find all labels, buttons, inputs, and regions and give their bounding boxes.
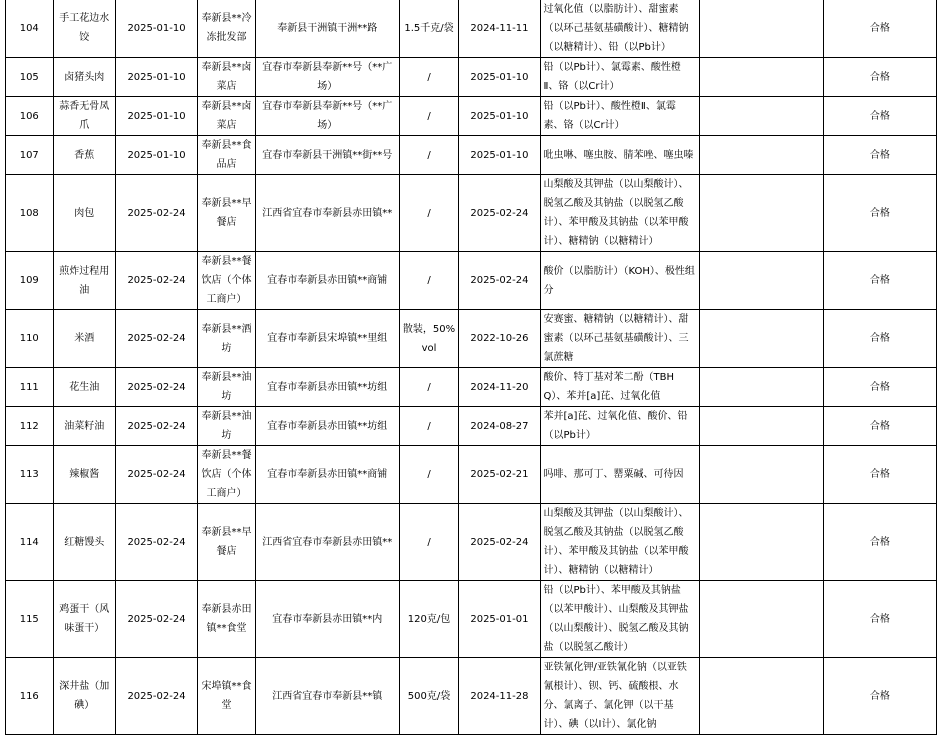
test-items-cell: 山梨酸及其钾盐（以山梨酸计）、脱氢乙酸及其钠盐（以脱氢乙酸计）、苯甲酸及其钠盐（以苯甲酸计）、糖精钠（以糖精计） <box>540 175 699 252</box>
sampling-date-cell: 2025-01-10 <box>115 0 197 58</box>
table-row <box>6 658 937 735</box>
seller-address-cell: 宜春市奉新县赤田镇**坊组 <box>255 407 399 446</box>
specification-cell: / <box>399 407 459 446</box>
result-cell: 合格 <box>823 368 936 407</box>
seller-name-cell: 奉新县**餐饮店（个体工商户） <box>198 446 256 504</box>
seller-name-cell: 奉新县**酒坊 <box>198 310 256 368</box>
row-number-cell: 109 <box>6 252 54 310</box>
test-items-cell: 酸价（以脂肪计）（KOH）、极性组分 <box>540 252 699 310</box>
table-row <box>6 0 937 58</box>
empty-cell <box>699 446 823 504</box>
row-number-cell: 106 <box>6 97 54 136</box>
sampling-date-cell: 2025-01-10 <box>115 97 197 136</box>
seller-address-cell: 江西省宜春市奉新县赤田镇** <box>255 504 399 581</box>
product-name-cell: 蒜香无骨凤爪 <box>53 97 115 136</box>
sampling-date-cell: 2025-02-24 <box>115 658 197 735</box>
test-items-cell: 吗啡、那可丁、罂粟碱、可待因 <box>540 446 699 504</box>
seller-name-cell: 奉新县赤田镇**食堂 <box>198 581 256 658</box>
sampling-date-cell: 2025-02-24 <box>115 310 197 368</box>
sampling-date-cell: 2025-02-24 <box>115 407 197 446</box>
seller-address-cell: 宜春市奉新县宋埠镇**里组 <box>255 310 399 368</box>
empty-cell <box>699 407 823 446</box>
product-name-cell: 深井盐（加碘） <box>53 658 115 735</box>
test-items-cell: 山梨酸及其钾盐（以山梨酸计）、脱氢乙酸及其钠盐（以脱氢乙酸计）、苯甲酸及其钠盐（以苯甲酸计）、糖精钠（以糖精计） <box>540 504 699 581</box>
seller-address-cell: 宜春市奉新县奉新**号（**广场） <box>255 58 399 97</box>
sampling-date-cell: 2025-01-10 <box>115 58 197 97</box>
product-name-cell: 米酒 <box>53 310 115 368</box>
production-date-cell: 2024-11-11 <box>459 0 540 58</box>
test-items-cell: 安赛蜜、糖精钠（以糖精计）、甜蜜素（以环己基氨基磺酸计）、三氯蔗糖 <box>540 310 699 368</box>
result-cell: 合格 <box>823 658 936 735</box>
row-number-cell: 116 <box>6 658 54 735</box>
table-row <box>6 407 937 446</box>
seller-name-cell: 奉新县**冷冻批发部 <box>198 0 256 58</box>
row-number-cell: 107 <box>6 136 54 175</box>
sampling-date-cell: 2025-02-24 <box>115 368 197 407</box>
empty-cell <box>699 175 823 252</box>
seller-address-cell: 宜春市奉新县赤田镇**内 <box>255 581 399 658</box>
table-row <box>6 504 937 581</box>
empty-cell <box>699 0 823 58</box>
specification-cell: / <box>399 446 459 504</box>
product-name-cell: 手工花边水饺 <box>53 0 115 58</box>
empty-cell <box>699 97 823 136</box>
result-cell: 合格 <box>823 58 936 97</box>
seller-address-cell: 宜春市奉新县奉新**号（**广场） <box>255 97 399 136</box>
product-name-cell: 红糖馒头 <box>53 504 115 581</box>
row-number-cell: 115 <box>6 581 54 658</box>
result-cell: 合格 <box>823 175 936 252</box>
seller-address-cell: 宜春市奉新县赤田镇**商铺 <box>255 252 399 310</box>
row-number-cell: 112 <box>6 407 54 446</box>
product-name-cell: 肉包 <box>53 175 115 252</box>
table-row <box>6 368 937 407</box>
production-date-cell: 2022-10-26 <box>459 310 540 368</box>
sampling-date-cell: 2025-01-10 <box>115 136 197 175</box>
seller-name-cell: 奉新县**餐饮店（个体工商户） <box>198 252 256 310</box>
row-number-cell: 104 <box>6 0 54 58</box>
production-date-cell: 2025-02-24 <box>459 175 540 252</box>
empty-cell <box>699 252 823 310</box>
seller-name-cell: 奉新县**卤菜店 <box>198 58 256 97</box>
seller-address-cell: 江西省宜春市奉新县**镇 <box>255 658 399 735</box>
row-number-cell: 105 <box>6 58 54 97</box>
production-date-cell: 2025-01-10 <box>459 58 540 97</box>
result-cell: 合格 <box>823 407 936 446</box>
empty-cell <box>699 310 823 368</box>
empty-cell <box>699 658 823 735</box>
row-number-cell: 113 <box>6 446 54 504</box>
result-cell: 合格 <box>823 581 936 658</box>
test-items-cell: 铅（以Pb计）、苯甲酸及其钠盐（以苯甲酸计）、山梨酸及其钾盐（以山梨酸计）、脱氢乙酸及其钠盐（以脱氢乙酸计） <box>540 581 699 658</box>
seller-address-cell: 宜春市奉新县赤田镇**商铺 <box>255 446 399 504</box>
seller-address-cell: 奉新县干洲镇干洲**路 <box>255 0 399 58</box>
seller-address-cell: 江西省宜春市奉新县赤田镇** <box>255 175 399 252</box>
table-row <box>6 252 937 310</box>
row-number-cell: 111 <box>6 368 54 407</box>
result-cell: 合格 <box>823 310 936 368</box>
product-name-cell: 油菜籽油 <box>53 407 115 446</box>
specification-cell: 散装，50%vol <box>399 310 459 368</box>
sampling-date-cell: 2025-02-24 <box>115 446 197 504</box>
table-body <box>6 0 937 735</box>
production-date-cell: 2024-11-20 <box>459 368 540 407</box>
seller-name-cell: 宋埠镇**食堂 <box>198 658 256 735</box>
seller-name-cell: 奉新县**早餐店 <box>198 504 256 581</box>
result-cell: 合格 <box>823 97 936 136</box>
row-number-cell: 114 <box>6 504 54 581</box>
product-name-cell: 辣椒酱 <box>53 446 115 504</box>
empty-cell <box>699 368 823 407</box>
product-name-cell: 鸡蛋干（风味蛋干） <box>53 581 115 658</box>
production-date-cell: 2025-02-24 <box>459 504 540 581</box>
specification-cell: / <box>399 175 459 252</box>
sampling-date-cell: 2025-02-24 <box>115 252 197 310</box>
sampling-date-cell: 2025-02-24 <box>115 175 197 252</box>
production-date-cell: 2024-11-28 <box>459 658 540 735</box>
production-date-cell: 2025-02-24 <box>459 252 540 310</box>
inspection-results-table <box>5 0 937 735</box>
seller-address-cell: 宜春市奉新县干洲镇**街**号 <box>255 136 399 175</box>
specification-cell: 120克/包 <box>399 581 459 658</box>
table-row <box>6 581 937 658</box>
empty-cell <box>699 504 823 581</box>
table-row <box>6 136 937 175</box>
seller-name-cell: 奉新县**卤菜店 <box>198 97 256 136</box>
production-date-cell: 2025-01-10 <box>459 136 540 175</box>
seller-name-cell: 奉新县**油坊 <box>198 368 256 407</box>
test-items-cell: 铅（以Pb计）、酸性橙Ⅱ、氯霉素、铬（以Cr计） <box>540 97 699 136</box>
result-cell: 合格 <box>823 252 936 310</box>
product-name-cell: 煎炸过程用油 <box>53 252 115 310</box>
test-items-cell: 铅（以Pb计）、氯霉素、酸性橙Ⅱ、铬（以Cr计） <box>540 58 699 97</box>
empty-cell <box>699 581 823 658</box>
test-items-cell: 苯并[a]芘、过氧化值、酸价、铅（以Pb计） <box>540 407 699 446</box>
seller-name-cell: 奉新县**早餐店 <box>198 175 256 252</box>
table-row <box>6 310 937 368</box>
specification-cell: / <box>399 97 459 136</box>
specification-cell: / <box>399 252 459 310</box>
specification-cell: / <box>399 136 459 175</box>
test-items-cell: 亚铁氰化钾/亚铁氰化钠（以亚铁氰根计）、钡、钙、硫酸根、水分、氯离子、氯化钾（以干基计）、碘（以I计）、氯化钠 <box>540 658 699 735</box>
seller-name-cell: 奉新县**油坊 <box>198 407 256 446</box>
row-number-cell: 110 <box>6 310 54 368</box>
product-name-cell: 花生油 <box>53 368 115 407</box>
production-date-cell: 2025-02-21 <box>459 446 540 504</box>
result-cell: 合格 <box>823 136 936 175</box>
specification-cell: / <box>399 58 459 97</box>
product-name-cell: 香蕉 <box>53 136 115 175</box>
sampling-date-cell: 2025-02-24 <box>115 504 197 581</box>
table-row <box>6 175 937 252</box>
result-cell: 合格 <box>823 504 936 581</box>
specification-cell: / <box>399 504 459 581</box>
specification-cell: 1.5千克/袋 <box>399 0 459 58</box>
row-number-cell: 108 <box>6 175 54 252</box>
specification-cell: 500克/袋 <box>399 658 459 735</box>
production-date-cell: 2025-01-10 <box>459 97 540 136</box>
test-items-cell: 过氧化值（以脂肪计）、甜蜜素（以环己基氨基磺酸计）、糖精钠（以糖精计）、铅（以Pb计） <box>540 0 699 58</box>
production-date-cell: 2024-08-27 <box>459 407 540 446</box>
table-row <box>6 446 937 504</box>
seller-address-cell: 宜春市奉新县赤田镇**坊组 <box>255 368 399 407</box>
seller-name-cell: 奉新县**食品店 <box>198 136 256 175</box>
specification-cell: / <box>399 368 459 407</box>
product-name-cell: 卤猪头肉 <box>53 58 115 97</box>
empty-cell <box>699 58 823 97</box>
empty-cell <box>699 136 823 175</box>
test-items-cell: 吡虫啉、噻虫胺、腈苯唑、噻虫嗪 <box>540 136 699 175</box>
table-row <box>6 97 937 136</box>
table-row <box>6 58 937 97</box>
result-cell: 合格 <box>823 0 936 58</box>
result-cell: 合格 <box>823 446 936 504</box>
sampling-date-cell: 2025-02-24 <box>115 581 197 658</box>
production-date-cell: 2025-01-01 <box>459 581 540 658</box>
test-items-cell: 酸价、特丁基对苯二酚（TBHQ）、苯并[a]芘、过氧化值 <box>540 368 699 407</box>
